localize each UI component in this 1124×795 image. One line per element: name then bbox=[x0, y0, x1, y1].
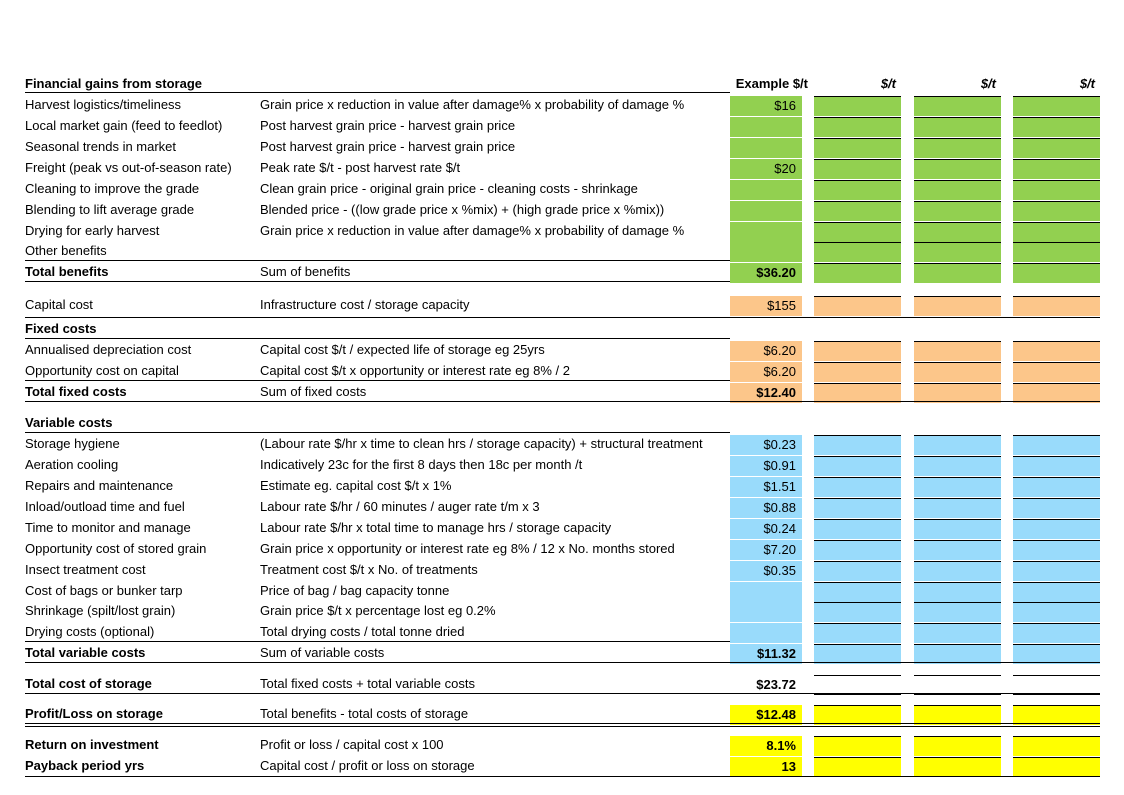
row-label: Insect treatment cost bbox=[25, 562, 146, 577]
input-cell-col-2[interactable] bbox=[914, 201, 1001, 221]
input-cell-col-2[interactable] bbox=[914, 582, 1001, 602]
input-cell-col-2[interactable] bbox=[914, 561, 1001, 581]
row-formula: Indicatively 23c for the first 8 days then 18c per month /t bbox=[260, 457, 583, 472]
example-value-cell[interactable]: $12.40 bbox=[730, 383, 802, 403]
row-label: Freight (peak vs out-of-season rate) bbox=[25, 160, 232, 175]
row-label: Time to monitor and manage bbox=[25, 520, 191, 535]
input-cell-col-1[interactable] bbox=[814, 435, 901, 455]
total-benefits-rule-top bbox=[25, 260, 730, 261]
row-label: Total benefits bbox=[25, 264, 109, 279]
example-value-cell[interactable]: $7.20 bbox=[730, 540, 802, 560]
input-cell-col-1[interactable] bbox=[814, 138, 901, 158]
input-cell-col-3[interactable] bbox=[1013, 477, 1100, 497]
row-label: Blending to lift average grade bbox=[25, 202, 195, 217]
input-cell-col-3[interactable] bbox=[1013, 519, 1100, 539]
input-cell-col-1[interactable] bbox=[814, 757, 901, 777]
example-value-cell[interactable]: $12.48 bbox=[730, 705, 802, 725]
row-label: Payback period yrs bbox=[25, 758, 145, 773]
row-formula: Grain price x opportunity or interest rate eg 8% / 12 x No. months stored bbox=[260, 541, 675, 556]
input-cell-col-2[interactable] bbox=[914, 263, 1001, 283]
profit-rule-1 bbox=[25, 723, 1100, 724]
input-cell-col-2[interactable] bbox=[914, 117, 1001, 137]
input-cell-col-1[interactable] bbox=[814, 222, 901, 242]
row-formula: Total fixed costs + total variable costs bbox=[260, 676, 475, 691]
example-value-cell[interactable]: $36.20 bbox=[730, 263, 802, 283]
row-label: Total variable costs bbox=[25, 645, 146, 660]
row-formula: Post harvest grain price - harvest grain price bbox=[260, 139, 516, 154]
input-cell-col-1[interactable] bbox=[814, 675, 901, 695]
input-cell-col-3[interactable] bbox=[1013, 222, 1100, 242]
row-label: Drying for early harvest bbox=[25, 223, 160, 238]
input-cell-col-3[interactable] bbox=[1013, 362, 1100, 382]
input-cell-col-1[interactable] bbox=[814, 477, 901, 497]
column-header-2: $/t bbox=[980, 76, 996, 91]
row-label: Cleaning to improve the grade bbox=[25, 181, 200, 196]
row-label: Other benefits bbox=[25, 243, 107, 258]
row-label: Total cost of storage bbox=[25, 676, 152, 691]
example-value-cell[interactable]: $1.51 bbox=[730, 477, 802, 497]
row-formula: Profit or loss / capital cost x 100 bbox=[260, 737, 444, 752]
row-formula: Capital cost / profit or loss on storage bbox=[260, 758, 475, 773]
row-formula: Estimate eg. capital cost $/t x 1% bbox=[260, 478, 452, 493]
row-label: Storage hygiene bbox=[25, 436, 120, 451]
row-label: Shrinkage (spilt/lost grain) bbox=[25, 603, 176, 618]
example-value-cell[interactable]: $0.88 bbox=[730, 498, 802, 518]
row-label: Profit/Loss on storage bbox=[25, 706, 163, 721]
example-value-cell[interactable] bbox=[730, 201, 802, 221]
input-cell-col-2[interactable] bbox=[914, 383, 1001, 403]
row-formula: Clean grain price - original grain price - cleaning costs - shrinkage bbox=[260, 181, 638, 196]
header-rule bbox=[25, 92, 730, 93]
row-formula: (Labour rate $/hr x time to clean hrs / storage capacity) + structural treatment bbox=[260, 436, 703, 451]
input-cell-col-3[interactable] bbox=[1013, 498, 1100, 518]
input-cell-col-1[interactable] bbox=[814, 341, 901, 361]
input-cell-col-2[interactable] bbox=[914, 477, 1001, 497]
row-label: Cost of bags or bunker tarp bbox=[25, 583, 183, 598]
input-cell-col-1[interactable] bbox=[814, 561, 901, 581]
row-label: Drying costs (optional) bbox=[25, 624, 155, 639]
input-cell-col-1[interactable] bbox=[814, 263, 901, 283]
input-cell-col-2[interactable] bbox=[914, 296, 1001, 316]
row-formula: Peak rate $/t - post harvest rate $/t bbox=[260, 160, 461, 175]
row-label: Repairs and maintenance bbox=[25, 478, 174, 493]
row-formula: Infrastructure cost / storage capacity bbox=[260, 297, 470, 312]
input-cell-col-3[interactable] bbox=[1013, 201, 1100, 221]
input-cell-col-1[interactable] bbox=[814, 180, 901, 200]
total-fixed-rule-top bbox=[25, 380, 730, 381]
input-cell-col-2[interactable] bbox=[914, 519, 1001, 539]
row-label: Capital cost bbox=[25, 297, 93, 312]
section-title: Financial gains from storage bbox=[25, 76, 202, 91]
input-cell-col-1[interactable] bbox=[814, 519, 901, 539]
input-cell-col-3[interactable] bbox=[1013, 96, 1100, 116]
example-value-cell[interactable]: $0.91 bbox=[730, 456, 802, 476]
input-cell-col-1[interactable] bbox=[814, 117, 901, 137]
input-cell-col-2[interactable] bbox=[914, 602, 1001, 622]
input-cell-col-1[interactable] bbox=[814, 456, 901, 476]
bottom-rule bbox=[25, 776, 1100, 777]
row-formula: Sum of benefits bbox=[260, 264, 351, 279]
input-cell-col-3[interactable] bbox=[1013, 705, 1100, 725]
column-header-1: $/t bbox=[880, 76, 896, 91]
input-cell-col-3[interactable] bbox=[1013, 383, 1100, 403]
input-cell-col-3[interactable] bbox=[1013, 456, 1100, 476]
example-value-cell[interactable]: 8.1% bbox=[730, 736, 802, 756]
example-value-cell[interactable]: $6.20 bbox=[730, 341, 802, 361]
input-cell-col-2[interactable] bbox=[914, 138, 1001, 158]
input-cell-col-1[interactable] bbox=[814, 201, 901, 221]
row-formula: Labour rate $/hr x total time to manage hrs / storage capacity bbox=[260, 520, 612, 535]
input-cell-col-3[interactable] bbox=[1013, 117, 1100, 137]
input-cell-col-2[interactable] bbox=[914, 242, 1001, 262]
input-cell-col-2[interactable] bbox=[914, 675, 1001, 695]
input-cell-col-3[interactable] bbox=[1013, 602, 1100, 622]
input-cell-col-2[interactable] bbox=[914, 180, 1001, 200]
input-cell-col-3[interactable] bbox=[1013, 623, 1100, 643]
total-benefits-rule-bottom bbox=[25, 281, 730, 282]
input-cell-col-2[interactable] bbox=[914, 644, 1001, 664]
input-cell-col-1[interactable] bbox=[814, 736, 901, 756]
input-cell-col-1[interactable] bbox=[814, 705, 901, 725]
row-label: Return on investment bbox=[25, 737, 159, 752]
column-header-3: $/t bbox=[1079, 76, 1095, 91]
row-label: Aeration cooling bbox=[25, 457, 119, 472]
row-label: Local market gain (feed to feedlot) bbox=[25, 118, 223, 133]
input-cell-col-3[interactable] bbox=[1013, 736, 1100, 756]
example-value-cell[interactable] bbox=[730, 117, 802, 137]
profit-rule-2 bbox=[25, 726, 1100, 727]
row-formula: Post harvest grain price - harvest grain price bbox=[260, 118, 516, 133]
input-cell-col-3[interactable] bbox=[1013, 582, 1100, 602]
example-value-cell[interactable]: $155 bbox=[730, 296, 802, 316]
input-cell-col-1[interactable] bbox=[814, 242, 901, 262]
example-value-cell[interactable] bbox=[730, 602, 802, 622]
input-cell-col-3[interactable] bbox=[1013, 138, 1100, 158]
row-formula: Total drying costs / total tonne dried bbox=[260, 624, 465, 639]
input-cell-col-3[interactable] bbox=[1013, 242, 1100, 262]
example-value-cell[interactable] bbox=[730, 222, 802, 242]
example-value-cell[interactable]: $23.72 bbox=[730, 675, 802, 695]
row-label: Seasonal trends in market bbox=[25, 139, 177, 154]
fixed-costs-rule bbox=[25, 338, 730, 339]
input-cell-col-2[interactable] bbox=[914, 341, 1001, 361]
row-formula: Labour rate $/hr / 60 minutes / auger rate t/m x 3 bbox=[260, 499, 540, 514]
input-cell-col-3[interactable] bbox=[1013, 540, 1100, 560]
example-value-cell[interactable] bbox=[730, 623, 802, 643]
input-cell-col-1[interactable] bbox=[814, 540, 901, 560]
row-formula: Grain price $/t x percentage lost eg 0.2% bbox=[260, 603, 496, 618]
input-cell-col-1[interactable] bbox=[814, 96, 901, 116]
row-label: Variable costs bbox=[25, 415, 113, 430]
input-cell-col-1[interactable] bbox=[814, 602, 901, 622]
row-formula: Sum of variable costs bbox=[260, 645, 385, 660]
row-label: Annualised depreciation cost bbox=[25, 342, 192, 357]
row-label: Opportunity cost on capital bbox=[25, 363, 179, 378]
input-cell-col-1[interactable] bbox=[814, 644, 901, 664]
row-formula: Sum of fixed costs bbox=[260, 384, 367, 399]
row-label: Fixed costs bbox=[25, 321, 97, 336]
input-cell-col-3[interactable] bbox=[1013, 644, 1100, 664]
input-cell-col-2[interactable] bbox=[914, 705, 1001, 725]
row-formula: Price of bag / bag capacity tonne bbox=[260, 583, 450, 598]
example-value-cell[interactable]: $6.20 bbox=[730, 362, 802, 382]
input-cell-col-2[interactable] bbox=[914, 96, 1001, 116]
input-cell-col-1[interactable] bbox=[814, 582, 901, 602]
input-cell-col-3[interactable] bbox=[1013, 341, 1100, 361]
row-label: Inload/outload time and fuel bbox=[25, 499, 185, 514]
input-cell-col-3[interactable] bbox=[1013, 263, 1100, 283]
column-header-example: Example $/t bbox=[735, 76, 808, 91]
input-cell-col-1[interactable] bbox=[814, 498, 901, 518]
row-label: Total fixed costs bbox=[25, 384, 127, 399]
example-value-cell[interactable]: $11.32 bbox=[730, 644, 802, 664]
input-cell-col-3[interactable] bbox=[1013, 435, 1100, 455]
example-value-cell[interactable] bbox=[730, 242, 802, 262]
row-formula: Capital cost $/t x opportunity or interest rate eg 8% / 2 bbox=[260, 363, 570, 378]
variable-costs-rule bbox=[25, 432, 730, 433]
example-value-cell[interactable]: $0.35 bbox=[730, 561, 802, 581]
row-formula: Blended price - ((low grade price x %mix) + (high grade price x %mix)) bbox=[260, 202, 665, 217]
input-cell-col-2[interactable] bbox=[914, 540, 1001, 560]
example-value-cell[interactable] bbox=[730, 582, 802, 602]
input-cell-col-2[interactable] bbox=[914, 736, 1001, 756]
input-cell-col-2[interactable] bbox=[914, 456, 1001, 476]
input-cell-col-2[interactable] bbox=[914, 498, 1001, 518]
input-cell-col-2[interactable] bbox=[914, 159, 1001, 179]
row-label: Opportunity cost of stored grain bbox=[25, 541, 207, 556]
total-variable-rule-bottom bbox=[25, 662, 1100, 663]
input-cell-col-2[interactable] bbox=[914, 435, 1001, 455]
example-value-cell[interactable]: 13 bbox=[730, 757, 802, 777]
input-cell-col-2[interactable] bbox=[914, 222, 1001, 242]
example-value-cell[interactable]: $0.24 bbox=[730, 519, 802, 539]
input-cell-col-3[interactable] bbox=[1013, 180, 1100, 200]
total-variable-rule-top bbox=[25, 641, 730, 642]
row-formula: Capital cost $/t / expected life of storage eg 25yrs bbox=[260, 342, 545, 357]
input-cell-col-1[interactable] bbox=[814, 383, 901, 403]
input-cell-col-1[interactable] bbox=[814, 362, 901, 382]
example-value-cell[interactable]: $0.23 bbox=[730, 435, 802, 455]
input-cell-col-2[interactable] bbox=[914, 623, 1001, 643]
input-cell-col-2[interactable] bbox=[914, 362, 1001, 382]
row-formula: Grain price x reduction in value after damage% x probability of damage % bbox=[260, 223, 685, 238]
row-formula: Grain price x reduction in value after damage% x probability of damage % bbox=[260, 97, 685, 112]
example-value-cell[interactable]: $16 bbox=[730, 96, 802, 116]
row-formula: Total benefits - total costs of storage bbox=[260, 706, 469, 721]
input-cell-col-3[interactable] bbox=[1013, 296, 1100, 316]
example-value-cell[interactable] bbox=[730, 138, 802, 158]
input-cell-col-3[interactable] bbox=[1013, 561, 1100, 581]
input-cell-col-3[interactable] bbox=[1013, 675, 1100, 695]
total-cost-rule bbox=[25, 693, 1100, 694]
input-cell-col-3[interactable] bbox=[1013, 159, 1100, 179]
row-formula: Treatment cost $/t x No. of treatments bbox=[260, 562, 478, 577]
capital-rule bbox=[25, 317, 1100, 318]
total-fixed-rule-bottom bbox=[25, 401, 1100, 402]
input-cell-col-1[interactable] bbox=[814, 296, 901, 316]
row-label: Harvest logistics/timeliness bbox=[25, 97, 182, 112]
input-cell-col-1[interactable] bbox=[814, 159, 901, 179]
example-value-cell[interactable] bbox=[730, 180, 802, 200]
input-cell-col-3[interactable] bbox=[1013, 757, 1100, 777]
example-value-cell[interactable]: $20 bbox=[730, 159, 802, 179]
input-cell-col-2[interactable] bbox=[914, 757, 1001, 777]
input-cell-col-1[interactable] bbox=[814, 623, 901, 643]
